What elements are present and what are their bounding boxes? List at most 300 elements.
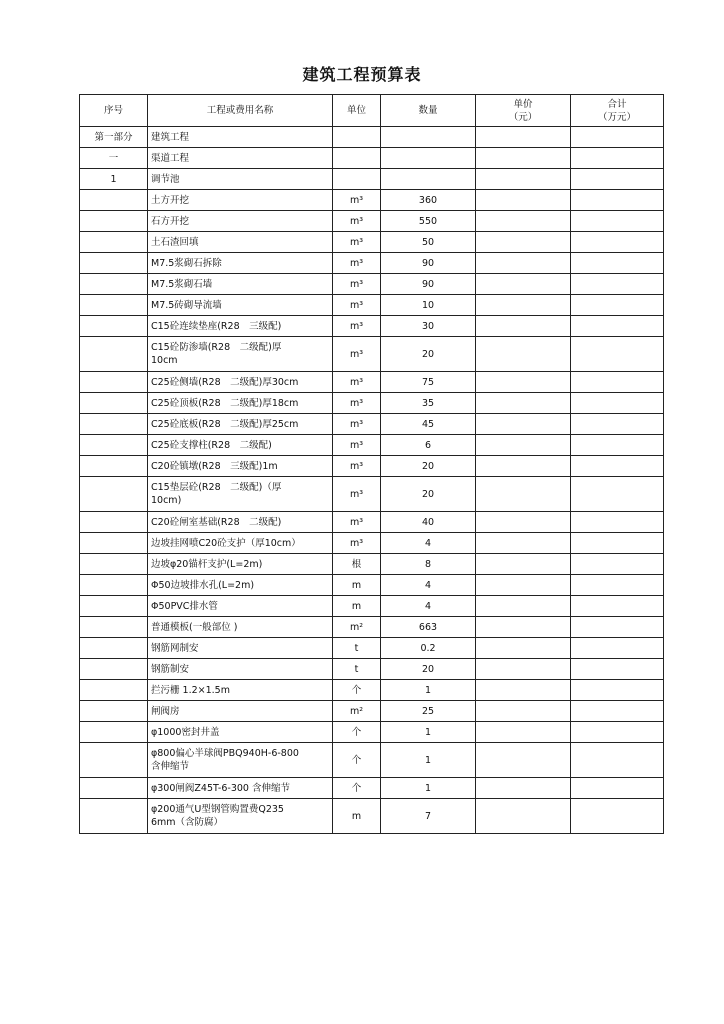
cell-seq bbox=[80, 337, 148, 372]
cell-total bbox=[571, 435, 664, 456]
cell-name-text: Φ50PVC排水管 bbox=[151, 600, 218, 612]
cell-unit bbox=[333, 127, 381, 148]
cell-qty-text: 663 bbox=[418, 621, 438, 633]
cell-name bbox=[148, 743, 333, 778]
cell-unit-text: m³ bbox=[349, 418, 364, 430]
cell-unit bbox=[333, 316, 381, 337]
cell-qty-text: 40 bbox=[421, 516, 435, 528]
cell-unit bbox=[333, 232, 381, 253]
cell-qty bbox=[381, 456, 476, 477]
cell-seq bbox=[80, 778, 148, 799]
cell-unit bbox=[333, 554, 381, 575]
cell-seq bbox=[80, 680, 148, 701]
table-row bbox=[80, 148, 664, 169]
cell-qty-text: 8 bbox=[424, 558, 432, 570]
cell-seq bbox=[80, 211, 148, 232]
cell-name-text: C20砼闸室基础(R28 二级配) bbox=[151, 516, 282, 528]
cell-price bbox=[476, 253, 571, 274]
cell-seq bbox=[80, 169, 148, 190]
cell-unit-text: m³ bbox=[349, 397, 364, 409]
cell-total bbox=[571, 337, 664, 372]
cell-price bbox=[476, 701, 571, 722]
cell-name bbox=[148, 393, 333, 414]
cell-name-text: 土石渣回填 bbox=[151, 236, 199, 248]
cell-qty bbox=[381, 372, 476, 393]
cell-qty bbox=[381, 190, 476, 211]
budget-table bbox=[79, 94, 664, 834]
table-row bbox=[80, 638, 664, 659]
cell-qty bbox=[381, 680, 476, 701]
cell-seq bbox=[80, 148, 148, 169]
cell-total bbox=[571, 316, 664, 337]
cell-price bbox=[476, 372, 571, 393]
cell-unit-text: 根 bbox=[351, 558, 362, 570]
cell-price bbox=[476, 638, 571, 659]
page-title: 建筑工程预算表 bbox=[302, 65, 422, 84]
cell-total bbox=[571, 211, 664, 232]
cell-total bbox=[571, 456, 664, 477]
table-row bbox=[80, 393, 664, 414]
cell-qty-text: 4 bbox=[424, 579, 432, 591]
table-row bbox=[80, 127, 664, 148]
cell-qty bbox=[381, 659, 476, 680]
cell-price bbox=[476, 190, 571, 211]
cell-unit-text: m bbox=[351, 600, 362, 612]
cell-seq bbox=[80, 456, 148, 477]
table-row bbox=[80, 435, 664, 456]
table-row bbox=[80, 575, 664, 596]
cell-seq bbox=[80, 232, 148, 253]
table-row bbox=[80, 274, 664, 295]
cell-qty-text: 10 bbox=[421, 299, 435, 311]
cell-price bbox=[476, 575, 571, 596]
cell-price bbox=[476, 169, 571, 190]
cell-price bbox=[476, 232, 571, 253]
cell-name bbox=[148, 435, 333, 456]
cell-unit bbox=[333, 435, 381, 456]
cell-price bbox=[476, 211, 571, 232]
cell-unit bbox=[333, 414, 381, 435]
cell-seq bbox=[80, 253, 148, 274]
cell-unit bbox=[333, 148, 381, 169]
table-row bbox=[80, 169, 664, 190]
cell-seq bbox=[80, 316, 148, 337]
cell-name bbox=[148, 659, 333, 680]
header-seq: 序号 bbox=[80, 95, 148, 127]
cell-name bbox=[148, 337, 333, 372]
cell-total bbox=[571, 169, 664, 190]
cell-price bbox=[476, 554, 571, 575]
cell-name-text: M7.5浆砌石拆除 bbox=[151, 257, 222, 269]
cell-qty bbox=[381, 232, 476, 253]
cell-price bbox=[476, 743, 571, 778]
cell-name bbox=[148, 533, 333, 554]
cell-unit bbox=[333, 169, 381, 190]
cell-price bbox=[476, 778, 571, 799]
cell-name bbox=[148, 190, 333, 211]
cell-qty bbox=[381, 701, 476, 722]
cell-name bbox=[148, 617, 333, 638]
cell-qty bbox=[381, 435, 476, 456]
cell-name bbox=[148, 575, 333, 596]
cell-name bbox=[148, 722, 333, 743]
cell-unit bbox=[333, 617, 381, 638]
cell-total bbox=[571, 232, 664, 253]
cell-total bbox=[571, 659, 664, 680]
cell-qty-text: 20 bbox=[421, 460, 435, 472]
table-row bbox=[80, 253, 664, 274]
cell-name-text: 土方开挖 bbox=[151, 194, 190, 206]
cell-seq bbox=[80, 617, 148, 638]
cell-qty bbox=[381, 253, 476, 274]
cell-name-text: C25砼支撑柱(R28 二级配) bbox=[151, 439, 272, 451]
cell-name bbox=[148, 372, 333, 393]
table-row bbox=[80, 680, 664, 701]
cell-unit-text: m³ bbox=[349, 460, 364, 472]
table-row bbox=[80, 799, 664, 834]
cell-name bbox=[148, 477, 333, 512]
cell-total bbox=[571, 701, 664, 722]
table-row bbox=[80, 414, 664, 435]
cell-name-text: C25砼底板(R28 二级配)厚25cm bbox=[151, 418, 299, 430]
cell-price bbox=[476, 477, 571, 512]
header-total-unit: （万元） bbox=[597, 111, 636, 123]
cell-seq bbox=[80, 659, 148, 680]
header-unit: 单位 bbox=[333, 95, 381, 127]
cell-qty-text: 50 bbox=[421, 236, 435, 248]
cell-name bbox=[148, 127, 333, 148]
cell-name-text: 渠道工程 bbox=[151, 152, 190, 164]
cell-seq bbox=[80, 393, 148, 414]
cell-name-text: 6mm（含防腐） bbox=[151, 817, 224, 828]
cell-unit bbox=[333, 743, 381, 778]
cell-unit bbox=[333, 638, 381, 659]
cell-name-text: φ800偏心半球阀PBQ940H-6-800 bbox=[151, 748, 299, 759]
cell-price bbox=[476, 148, 571, 169]
header-qty: 数量 bbox=[381, 95, 476, 127]
cell-name-text: 拦污栅 1.2×1.5m bbox=[151, 684, 230, 696]
cell-seq-text: 第一部分 bbox=[94, 131, 133, 143]
cell-unit bbox=[333, 456, 381, 477]
cell-seq bbox=[80, 638, 148, 659]
cell-unit-text: 个 bbox=[351, 754, 362, 766]
cell-unit bbox=[333, 722, 381, 743]
cell-price bbox=[476, 414, 571, 435]
table-row bbox=[80, 211, 664, 232]
cell-name bbox=[148, 512, 333, 533]
cell-total bbox=[571, 393, 664, 414]
header-name: 工程或费用名称 bbox=[148, 95, 333, 127]
cell-qty bbox=[381, 575, 476, 596]
cell-qty-text: 45 bbox=[421, 418, 435, 430]
cell-unit-text: m³ bbox=[349, 376, 364, 388]
cell-price bbox=[476, 680, 571, 701]
cell-unit bbox=[333, 575, 381, 596]
table-row bbox=[80, 232, 664, 253]
cell-unit bbox=[333, 799, 381, 834]
header-row bbox=[80, 95, 664, 127]
cell-unit bbox=[333, 295, 381, 316]
cell-name-text: Φ50边坡排水孔(L=2m) bbox=[151, 579, 255, 591]
cell-unit-text: t bbox=[354, 663, 359, 675]
cell-seq bbox=[80, 435, 148, 456]
cell-seq bbox=[80, 295, 148, 316]
cell-unit bbox=[333, 533, 381, 554]
cell-qty bbox=[381, 617, 476, 638]
cell-name-text: M7.5砖砌导流墙 bbox=[151, 299, 222, 311]
cell-name-text: C25砼顶板(R28 二级配)厚18cm bbox=[151, 397, 299, 409]
cell-total bbox=[571, 575, 664, 596]
cell-unit bbox=[333, 253, 381, 274]
cell-qty-text: 90 bbox=[421, 278, 435, 290]
header-price bbox=[476, 95, 571, 127]
cell-seq bbox=[80, 533, 148, 554]
cell-total bbox=[571, 414, 664, 435]
cell-qty bbox=[381, 127, 476, 148]
cell-unit bbox=[333, 190, 381, 211]
header-price-label: 单价 bbox=[513, 98, 533, 110]
cell-unit-text: m³ bbox=[349, 194, 364, 206]
cell-unit bbox=[333, 274, 381, 295]
table-row bbox=[80, 456, 664, 477]
cell-price bbox=[476, 799, 571, 834]
cell-qty bbox=[381, 414, 476, 435]
cell-total bbox=[571, 743, 664, 778]
cell-name bbox=[148, 295, 333, 316]
table-row bbox=[80, 743, 664, 778]
cell-seq bbox=[80, 127, 148, 148]
cell-seq-text: 一 bbox=[108, 152, 119, 164]
cell-seq bbox=[80, 575, 148, 596]
cell-qty bbox=[381, 778, 476, 799]
cell-unit bbox=[333, 596, 381, 617]
cell-name-text: C15垫层砼(R28 二级配)（厚 bbox=[151, 482, 282, 493]
cell-name bbox=[148, 211, 333, 232]
cell-unit bbox=[333, 337, 381, 372]
cell-name-text: φ300闸阀Z45T-6-300 含伸缩节 bbox=[151, 782, 290, 794]
cell-seq bbox=[80, 596, 148, 617]
cell-name bbox=[148, 274, 333, 295]
table-row bbox=[80, 337, 664, 372]
cell-price bbox=[476, 659, 571, 680]
cell-name bbox=[148, 701, 333, 722]
cell-unit bbox=[333, 477, 381, 512]
cell-price bbox=[476, 393, 571, 414]
cell-name bbox=[148, 169, 333, 190]
cell-name bbox=[148, 778, 333, 799]
cell-name-text: 石方开挖 bbox=[151, 215, 190, 227]
cell-name-text: φ200通气U型钢管购置费Q235 bbox=[151, 804, 284, 815]
cell-qty-text: 25 bbox=[421, 705, 435, 717]
table-row bbox=[80, 190, 664, 211]
header-total-label: 合计 bbox=[607, 98, 627, 110]
cell-total bbox=[571, 253, 664, 274]
cell-name-text: 调节池 bbox=[151, 173, 180, 185]
cell-qty-text: 20 bbox=[421, 488, 435, 500]
cell-qty bbox=[381, 316, 476, 337]
cell-qty-text: 20 bbox=[421, 348, 435, 360]
cell-total bbox=[571, 596, 664, 617]
cell-total bbox=[571, 512, 664, 533]
cell-qty bbox=[381, 477, 476, 512]
cell-qty bbox=[381, 274, 476, 295]
cell-price bbox=[476, 596, 571, 617]
table-row bbox=[80, 372, 664, 393]
cell-qty-text: 20 bbox=[421, 663, 435, 675]
table-row bbox=[80, 722, 664, 743]
cell-qty bbox=[381, 638, 476, 659]
cell-seq bbox=[80, 477, 148, 512]
cell-qty-text: 4 bbox=[424, 537, 432, 549]
cell-seq bbox=[80, 799, 148, 834]
header-price-unit: （元） bbox=[508, 111, 538, 123]
cell-qty-text: 4 bbox=[424, 600, 432, 612]
cell-name-text: 钢筋制安 bbox=[151, 663, 190, 675]
cell-total bbox=[571, 722, 664, 743]
cell-name-text: 建筑工程 bbox=[151, 131, 190, 143]
cell-seq bbox=[80, 512, 148, 533]
cell-name-text: C15砼防渗墙(R28 二级配)厚 bbox=[151, 342, 282, 353]
cell-name-text: φ1000密封井盖 bbox=[151, 726, 220, 738]
cell-qty-text: 7 bbox=[424, 810, 432, 822]
cell-seq bbox=[80, 274, 148, 295]
cell-unit bbox=[333, 778, 381, 799]
cell-price bbox=[476, 512, 571, 533]
cell-unit bbox=[333, 372, 381, 393]
cell-unit-text: m³ bbox=[349, 348, 364, 360]
cell-total bbox=[571, 148, 664, 169]
cell-total bbox=[571, 638, 664, 659]
header-total bbox=[571, 95, 664, 127]
table-row bbox=[80, 778, 664, 799]
cell-unit-text: m³ bbox=[349, 215, 364, 227]
table-body bbox=[80, 127, 664, 834]
cell-unit-text: m³ bbox=[349, 537, 364, 549]
cell-price bbox=[476, 295, 571, 316]
cell-unit-text: m³ bbox=[349, 299, 364, 311]
cell-unit-text: 个 bbox=[351, 782, 362, 794]
cell-qty-text: 0.2 bbox=[420, 642, 436, 654]
cell-qty bbox=[381, 596, 476, 617]
cell-total bbox=[571, 533, 664, 554]
cell-price bbox=[476, 533, 571, 554]
cell-unit-text: m³ bbox=[349, 516, 364, 528]
cell-total bbox=[571, 799, 664, 834]
table-row bbox=[80, 596, 664, 617]
cell-total bbox=[571, 554, 664, 575]
cell-unit bbox=[333, 512, 381, 533]
cell-name-text: C15砼连续垫座(R28 三级配) bbox=[151, 320, 282, 332]
cell-name-text: 10cm) bbox=[151, 495, 182, 506]
cell-unit bbox=[333, 680, 381, 701]
cell-total bbox=[571, 477, 664, 512]
cell-unit-text: 个 bbox=[351, 684, 362, 696]
cell-unit bbox=[333, 393, 381, 414]
cell-qty-text: 1 bbox=[424, 684, 432, 696]
cell-name-text: C25砼侧墙(R28 二级配)厚30cm bbox=[151, 376, 299, 388]
cell-name-text: 边坡挂网喷C20砼支护（厚10cm） bbox=[151, 537, 301, 549]
cell-seq-text: 1 bbox=[110, 173, 117, 185]
cell-total bbox=[571, 372, 664, 393]
cell-name-text: M7.5浆砌石墙 bbox=[151, 278, 213, 290]
table-row bbox=[80, 701, 664, 722]
cell-seq bbox=[80, 701, 148, 722]
cell-total bbox=[571, 127, 664, 148]
cell-unit-text: t bbox=[354, 642, 359, 654]
cell-name bbox=[148, 554, 333, 575]
cell-qty-text: 35 bbox=[421, 397, 435, 409]
cell-seq bbox=[80, 722, 148, 743]
cell-name-text: 边坡φ20锚杆支护(L=2m) bbox=[151, 558, 263, 570]
cell-unit bbox=[333, 211, 381, 232]
cell-price bbox=[476, 722, 571, 743]
table-row bbox=[80, 617, 664, 638]
cell-price bbox=[476, 127, 571, 148]
cell-name bbox=[148, 799, 333, 834]
cell-unit-text: m² bbox=[349, 705, 364, 717]
cell-total bbox=[571, 617, 664, 638]
cell-unit-text: m² bbox=[349, 621, 364, 633]
cell-price bbox=[476, 456, 571, 477]
cell-qty bbox=[381, 533, 476, 554]
cell-qty bbox=[381, 512, 476, 533]
cell-name bbox=[148, 680, 333, 701]
cell-unit-text: m bbox=[351, 579, 362, 591]
cell-qty bbox=[381, 148, 476, 169]
cell-qty bbox=[381, 295, 476, 316]
cell-name-text: 闸阀房 bbox=[151, 705, 180, 717]
table-row bbox=[80, 659, 664, 680]
cell-name-text: 含伸缩节 bbox=[151, 761, 190, 772]
cell-unit-text: m³ bbox=[349, 320, 364, 332]
cell-unit-text: m³ bbox=[349, 257, 364, 269]
cell-total bbox=[571, 295, 664, 316]
table-row bbox=[80, 477, 664, 512]
table-row bbox=[80, 295, 664, 316]
cell-total bbox=[571, 680, 664, 701]
cell-qty-text: 90 bbox=[421, 257, 435, 269]
table-row bbox=[80, 512, 664, 533]
cell-unit-text: m bbox=[351, 810, 362, 822]
table-row bbox=[80, 316, 664, 337]
cell-qty-text: 1 bbox=[424, 782, 432, 794]
cell-qty-text: 30 bbox=[421, 320, 435, 332]
cell-qty bbox=[381, 554, 476, 575]
cell-name bbox=[148, 596, 333, 617]
cell-total bbox=[571, 274, 664, 295]
cell-unit-text: m³ bbox=[349, 278, 364, 290]
cell-qty-text: 6 bbox=[424, 439, 432, 451]
table-row bbox=[80, 554, 664, 575]
cell-unit-text: m³ bbox=[349, 439, 364, 451]
cell-price bbox=[476, 435, 571, 456]
cell-unit-text: m³ bbox=[349, 236, 364, 248]
cell-qty-text: 75 bbox=[421, 376, 435, 388]
cell-seq bbox=[80, 414, 148, 435]
cell-name-text: C20砼镇墩(R28 三级配)1m bbox=[151, 460, 278, 472]
cell-seq bbox=[80, 554, 148, 575]
cell-qty bbox=[381, 393, 476, 414]
cell-name bbox=[148, 414, 333, 435]
cell-price bbox=[476, 337, 571, 372]
cell-price bbox=[476, 617, 571, 638]
cell-name bbox=[148, 316, 333, 337]
cell-qty bbox=[381, 169, 476, 190]
table-row bbox=[80, 533, 664, 554]
cell-unit-text: 个 bbox=[351, 726, 362, 738]
cell-qty-text: 1 bbox=[424, 726, 432, 738]
cell-name-text: 10cm bbox=[151, 355, 178, 366]
